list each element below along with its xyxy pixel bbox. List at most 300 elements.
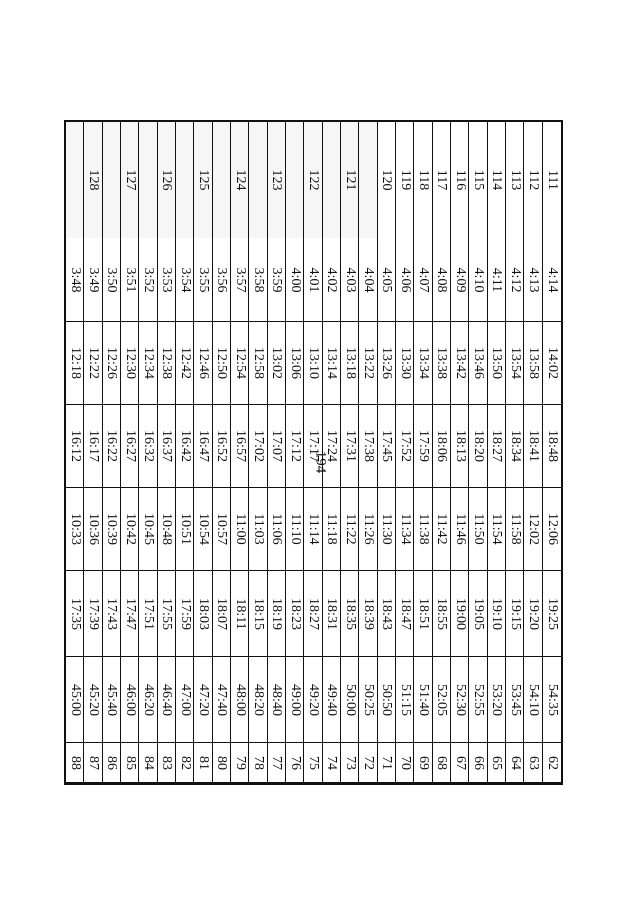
table-cell [469, 488, 486, 571]
table-cell [506, 488, 523, 571]
table-cell [286, 405, 303, 488]
cell-text: 84 [140, 755, 156, 770]
cell-text: 18:06 [434, 430, 450, 462]
cell-text: 17:51 [140, 597, 156, 630]
cell-text: 46:20 [140, 683, 156, 716]
table-cell [469, 122, 486, 238]
cell-text: 18:15 [250, 597, 266, 630]
cell-text: 75 [305, 755, 321, 770]
cell-text: 17:55 [159, 597, 175, 630]
cell-text: 83 [159, 755, 175, 770]
cell-text: 86 [104, 755, 120, 770]
table-cell [139, 122, 156, 238]
table-cell [304, 743, 321, 783]
table-cell [103, 122, 120, 238]
table-cell [176, 743, 193, 783]
table-cell [213, 405, 230, 488]
table-cell [231, 238, 248, 322]
table-row [469, 122, 487, 783]
cell-text: 18:20 [470, 430, 486, 462]
cell-text: 14:02 [544, 347, 560, 379]
table-cell [194, 405, 211, 488]
cell-text: 10:48 [159, 513, 175, 545]
table-cell [139, 488, 156, 571]
table-cell [506, 238, 523, 322]
cell-text: 4:01 [305, 267, 321, 292]
cell-text: 46:00 [122, 683, 138, 716]
table-cell [103, 657, 120, 743]
cell-text: 4:02 [324, 267, 340, 292]
cell-text: 4:07 [415, 267, 431, 292]
cell-text: 50:25 [360, 683, 376, 716]
cell-text: 54:35 [544, 683, 560, 716]
table-cell [414, 405, 431, 488]
cell-text: 11:34 [397, 513, 413, 545]
table-cell [84, 571, 101, 657]
table-cell [359, 571, 376, 657]
table-cell [121, 743, 138, 783]
cell-text: 11:46 [452, 513, 468, 545]
cell-text: 123 [269, 169, 285, 191]
cell-text: 10:39 [104, 513, 120, 545]
table-cell [524, 743, 541, 783]
table-cell [121, 322, 138, 405]
table-cell [84, 488, 101, 571]
cell-text: 16:52 [214, 430, 230, 462]
cell-text: 12:54 [232, 347, 248, 379]
table-cell [506, 743, 523, 783]
table-cell [341, 322, 358, 405]
cell-text: 13:22 [360, 347, 376, 379]
table-cell [249, 238, 266, 322]
table-cell [176, 122, 193, 238]
cell-text: 4:12 [507, 267, 523, 292]
table-cell [139, 238, 156, 322]
cell-text: 4:09 [452, 267, 468, 292]
cell-text: 17:35 [67, 597, 83, 630]
table-cell [103, 488, 120, 571]
cell-text: 11:26 [360, 513, 376, 545]
table-cell [469, 657, 486, 743]
cell-text: 48:00 [232, 683, 248, 716]
cell-text: 17:24 [324, 430, 340, 462]
cell-text: 3:48 [67, 267, 83, 292]
cell-text: 10:36 [85, 513, 101, 545]
cell-text: 18:31 [324, 597, 340, 630]
table-row [139, 122, 157, 783]
table-cell [323, 405, 340, 488]
cell-text: 13:06 [287, 347, 303, 379]
table-cell [158, 238, 175, 322]
cell-text: 125 [195, 169, 211, 191]
cell-text: 85 [122, 755, 138, 770]
cell-text: 113 [507, 169, 523, 191]
table-row [121, 122, 139, 783]
cell-text: 3:52 [140, 267, 156, 292]
cell-text: 18:55 [434, 597, 450, 630]
table-cell [323, 488, 340, 571]
cell-text: 16:57 [232, 430, 248, 462]
cell-text: 49:20 [305, 683, 321, 716]
table-cell [249, 657, 266, 743]
table-cell [139, 405, 156, 488]
table-cell [414, 488, 431, 571]
cell-text: 3:55 [195, 267, 211, 292]
cell-text: 18:23 [287, 597, 303, 630]
table-cell [469, 743, 486, 783]
cell-text: 12:30 [122, 347, 138, 379]
cell-text: 3:58 [250, 267, 266, 292]
table-cell [414, 322, 431, 405]
cell-text: 13:34 [415, 347, 431, 379]
table-cell [158, 322, 175, 405]
table-cell [66, 488, 83, 571]
cell-text: 3:57 [232, 267, 248, 292]
table-cell [249, 122, 266, 238]
cell-text: 18:07 [214, 597, 230, 630]
cell-text: 4:06 [397, 267, 413, 292]
table-cell [543, 238, 561, 322]
table-cell [121, 571, 138, 657]
cell-text: 4:11 [489, 267, 505, 292]
cell-text: 50:00 [342, 683, 358, 716]
table-cell [488, 122, 505, 238]
table-cell [304, 238, 321, 322]
cell-text: 66 [470, 755, 486, 770]
table-cell [66, 571, 83, 657]
cell-text: 12:58 [250, 347, 266, 379]
cell-text: 121 [342, 169, 358, 191]
cell-text: 4:14 [544, 267, 560, 292]
table-cell [103, 405, 120, 488]
table-cell [268, 122, 285, 238]
table-cell [121, 238, 138, 322]
table-cell [121, 657, 138, 743]
cell-text: 10:54 [195, 513, 211, 545]
table-cell [139, 743, 156, 783]
table-row [378, 122, 396, 783]
table-cell [66, 657, 83, 743]
cell-text: 17:59 [415, 430, 431, 462]
table-cell [194, 238, 211, 322]
cell-text: 18:43 [379, 597, 395, 630]
table-cell [469, 322, 486, 405]
table-cell [176, 657, 193, 743]
cell-text: 11:00 [232, 513, 248, 545]
cell-text: 78 [250, 755, 266, 770]
table-cell [469, 238, 486, 322]
cell-text: 45:40 [104, 683, 120, 716]
table-row [66, 122, 84, 783]
cell-text: 16:47 [195, 430, 211, 462]
table-cell [268, 743, 285, 783]
table-cell [506, 322, 523, 405]
table-cell [506, 122, 523, 238]
cell-text: 17:02 [250, 430, 266, 462]
cell-text: 4:08 [434, 267, 450, 292]
cell-text: 47:00 [177, 683, 193, 716]
cell-text: 76 [287, 755, 303, 770]
table-cell [286, 122, 303, 238]
cell-text: 10:57 [214, 513, 230, 545]
table-cell [176, 405, 193, 488]
cell-text: 18:51 [415, 597, 431, 630]
table-cell [469, 571, 486, 657]
table-row [84, 122, 102, 783]
table-row [286, 122, 304, 783]
table-cell [66, 122, 83, 238]
cell-text: 16:17 [85, 430, 101, 462]
table-cell [121, 488, 138, 571]
table-cell [488, 405, 505, 488]
table-cell [268, 238, 285, 322]
cell-text: 127 [122, 169, 138, 191]
cell-text: 112 [525, 169, 541, 191]
cell-text: 52:30 [452, 683, 468, 716]
table-row [341, 122, 359, 783]
table-cell [341, 571, 358, 657]
table-cell [396, 488, 413, 571]
table-cell [433, 122, 450, 238]
table-cell [286, 322, 303, 405]
table-cell [84, 322, 101, 405]
cell-text: 62 [544, 755, 560, 770]
table-cell [524, 405, 541, 488]
table-cell [433, 571, 450, 657]
table-cell [451, 405, 468, 488]
cell-text: 45:20 [85, 683, 101, 716]
table-cell [249, 488, 266, 571]
cell-text: 50:50 [379, 683, 395, 716]
cell-text: 18:34 [507, 430, 523, 462]
table-cell [378, 122, 395, 238]
cell-text: 17:38 [360, 430, 376, 462]
table-cell [451, 322, 468, 405]
table-cell [121, 122, 138, 238]
table-cell [176, 322, 193, 405]
cell-text: 119 [397, 169, 413, 191]
cell-text: 70 [397, 755, 413, 770]
table-cell [433, 322, 450, 405]
table-cell [524, 122, 541, 238]
cell-text: 116 [452, 169, 468, 191]
cell-text: 12:18 [67, 347, 83, 379]
table-cell [268, 488, 285, 571]
cell-text: 11:50 [470, 513, 486, 545]
table-cell [433, 405, 450, 488]
cell-text: 17:52 [397, 430, 413, 462]
table-cell [268, 657, 285, 743]
table-cell [304, 488, 321, 571]
cell-text: 81 [195, 755, 211, 770]
table-cell [249, 743, 266, 783]
cell-text: 10:42 [122, 513, 138, 545]
table-cell [341, 743, 358, 783]
table-cell [249, 322, 266, 405]
table-cell [451, 122, 468, 238]
cell-text: 11:58 [507, 513, 523, 545]
table-cell [213, 657, 230, 743]
cell-text: 122 [305, 169, 321, 191]
table-cell [213, 322, 230, 405]
table-cell [231, 322, 248, 405]
cell-text: 11:30 [379, 513, 395, 545]
cell-text: 80 [214, 755, 230, 770]
cell-text: 4:13 [525, 267, 541, 292]
cell-text: 3:51 [122, 267, 138, 292]
cell-text: 19:20 [525, 597, 541, 630]
cell-text: 124 [232, 169, 248, 191]
cell-text: 10:45 [140, 513, 156, 545]
cell-text: 115 [470, 169, 486, 191]
cell-text: 18:41 [525, 430, 541, 462]
cell-text: 12:46 [195, 347, 211, 379]
cell-text: 51:40 [415, 683, 431, 716]
table-cell [543, 571, 561, 657]
table-cell [286, 238, 303, 322]
table-cell [213, 488, 230, 571]
cell-text: 19:15 [507, 597, 523, 630]
cell-text: 10:51 [177, 513, 193, 545]
table-cell [84, 405, 101, 488]
table-cell [543, 488, 561, 571]
cell-text: 73 [342, 755, 358, 770]
table-cell [286, 743, 303, 783]
table-cell [543, 322, 561, 405]
cell-text: 3:59 [269, 267, 285, 292]
table-cell [451, 488, 468, 571]
cell-text: 10:33 [67, 513, 83, 545]
table-cell [378, 322, 395, 405]
table-cell [194, 122, 211, 238]
cell-text: 49:40 [324, 683, 340, 716]
table-cell [286, 571, 303, 657]
table-cell [268, 322, 285, 405]
table-cell [213, 122, 230, 238]
table-row [268, 122, 286, 783]
table-cell [396, 657, 413, 743]
cell-text: 11:03 [250, 513, 266, 545]
cell-text: 68 [434, 755, 450, 770]
table-cell [359, 743, 376, 783]
table-cell [359, 657, 376, 743]
cell-text: 18:48 [544, 430, 560, 462]
cell-text: 12:38 [159, 347, 175, 379]
table-cell [84, 122, 101, 238]
table-cell [286, 488, 303, 571]
cell-text: 54:10 [525, 683, 541, 716]
cell-text: 13:46 [470, 347, 486, 379]
page-number: 194 [312, 450, 329, 474]
table-cell [304, 657, 321, 743]
cell-text: 12:02 [525, 513, 541, 545]
cell-text: 46:40 [159, 683, 175, 716]
table-row [488, 122, 506, 783]
cell-text: 13:10 [305, 347, 321, 379]
table-row [213, 122, 231, 783]
cell-text: 53:20 [489, 683, 505, 716]
cell-text: 11:10 [287, 513, 303, 545]
table-cell [249, 571, 266, 657]
table-row [433, 122, 451, 783]
table-cell [396, 743, 413, 783]
table-cell [341, 122, 358, 238]
table-cell [488, 657, 505, 743]
table-cell [414, 657, 431, 743]
table-cell [84, 238, 101, 322]
cell-text: 49:00 [287, 683, 303, 716]
table-cell [158, 122, 175, 238]
cell-text: 18:03 [195, 597, 211, 630]
cell-text: 16:37 [159, 430, 175, 462]
cell-text: 118 [415, 169, 431, 191]
table-cell [543, 657, 561, 743]
table-cell [194, 488, 211, 571]
table-cell [176, 488, 193, 571]
table-cell [66, 322, 83, 405]
table-cell [323, 322, 340, 405]
table-row [506, 122, 524, 783]
table-row [359, 122, 377, 783]
cell-text: 12:42 [177, 347, 193, 379]
cell-text: 17:45 [379, 430, 395, 462]
table-cell [378, 238, 395, 322]
table-cell [231, 488, 248, 571]
table-cell [378, 743, 395, 783]
table-cell [103, 238, 120, 322]
table-cell [194, 322, 211, 405]
table-cell [323, 657, 340, 743]
table-cell [378, 657, 395, 743]
table-cell [139, 571, 156, 657]
table-cell [176, 571, 193, 657]
table-cell [378, 405, 395, 488]
table-cell [158, 405, 175, 488]
cell-text: 12:26 [104, 347, 120, 379]
table-cell [231, 657, 248, 743]
cell-text: 19:05 [470, 597, 486, 630]
table-cell [488, 322, 505, 405]
cell-text: 16:27 [122, 430, 138, 462]
table-cell [213, 238, 230, 322]
cell-text: 74 [324, 755, 340, 770]
table-cell [194, 657, 211, 743]
cell-text: 48:40 [269, 683, 285, 716]
cell-text: 18:11 [232, 597, 248, 630]
cell-text: 51:15 [397, 683, 413, 716]
table-cell [543, 405, 561, 488]
cell-text: 3:53 [159, 267, 175, 292]
table-cell [524, 488, 541, 571]
cell-text: 69 [415, 755, 431, 770]
table-cell [304, 122, 321, 238]
cell-text: 19:10 [489, 597, 505, 630]
cell-text: 79 [232, 755, 248, 770]
cell-text: 18:13 [452, 430, 468, 462]
table-cell [323, 122, 340, 238]
table-cell [103, 743, 120, 783]
cell-text: 3:49 [85, 267, 101, 292]
table-cell [66, 743, 83, 783]
cell-text: 67 [452, 755, 468, 770]
table-cell [414, 743, 431, 783]
table-cell [103, 322, 120, 405]
table-cell [158, 743, 175, 783]
cell-text: 17:39 [85, 597, 101, 630]
table-cell [304, 571, 321, 657]
table-cell [304, 322, 321, 405]
cell-text: 3:56 [214, 267, 230, 292]
